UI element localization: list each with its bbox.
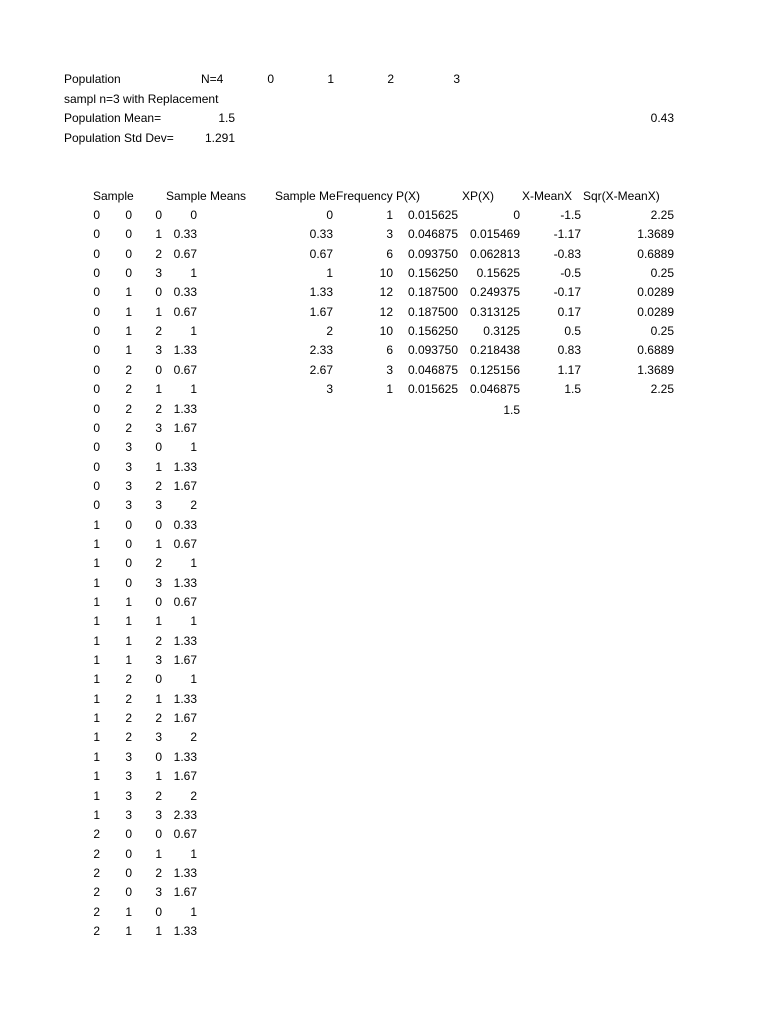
sample-x3: 1 [155, 614, 162, 628]
dist-x-minus-mean: -0.83 [553, 247, 581, 261]
dist-sample-mean: 0.33 [309, 227, 333, 241]
sample-mean: 0.33 [173, 227, 197, 241]
dist-sample-mean: 3 [326, 382, 333, 396]
sample-x3: 2 [155, 634, 162, 648]
sample-x1: 2 [93, 924, 100, 938]
sample-mean: 1 [190, 847, 197, 861]
sample-x2: 0 [125, 847, 132, 861]
sample-x1: 0 [93, 479, 100, 493]
dist-sample-mean: 0 [326, 208, 333, 222]
dist-px: 0.046875 [407, 227, 458, 241]
dist-frequency: 1 [386, 208, 393, 222]
sample-x2: 1 [125, 634, 132, 648]
sample-mean: 1.33 [173, 692, 197, 706]
sample-x3: 0 [155, 750, 162, 764]
sample-mean: 0.33 [173, 285, 197, 299]
sample-mean: 1.33 [173, 750, 197, 764]
sample-x3: 1 [155, 692, 162, 706]
dist-frequency: 6 [386, 247, 393, 261]
dist-xpx: 0.249375 [469, 285, 520, 299]
sample-x1: 2 [93, 847, 100, 861]
sample-x2: 3 [125, 808, 132, 822]
header-sample: Sample [93, 189, 134, 203]
sample-mean: 1.33 [173, 460, 197, 474]
sample-x2: 3 [125, 440, 132, 454]
dist-frequency: 1 [386, 382, 393, 396]
dist-frequency: 3 [386, 363, 393, 377]
dist-sample-mean: 1 [326, 266, 333, 280]
sample-mean: 1 [190, 324, 197, 338]
dist-xpx: 0 [513, 208, 520, 222]
population-size: N=4 [201, 72, 224, 86]
dist-sample-mean: 1.33 [309, 285, 333, 299]
sample-mean: 1 [190, 905, 197, 919]
sample-x1: 1 [93, 808, 100, 822]
sample-x3: 2 [155, 479, 162, 493]
sample-mean: 0.67 [173, 247, 197, 261]
sample-x2: 3 [125, 750, 132, 764]
sample-x1: 0 [93, 421, 100, 435]
sample-mean: 1.33 [173, 576, 197, 590]
sample-x1: 0 [93, 382, 100, 396]
sample-x3: 0 [155, 518, 162, 532]
sample-x3: 1 [155, 924, 162, 938]
sample-mean: 0.33 [173, 518, 197, 532]
sample-mean: 1.67 [173, 479, 197, 493]
dist-px: 0.187500 [407, 305, 458, 319]
sample-mean: 1.33 [173, 402, 197, 416]
sample-x2: 2 [125, 421, 132, 435]
sample-mean: 1.67 [173, 885, 197, 899]
population-value-2: 2 [387, 72, 394, 86]
sample-x3: 1 [155, 382, 162, 396]
dist-px: 0.156250 [407, 266, 458, 280]
sample-x2: 2 [125, 382, 132, 396]
sample-mean: 1.33 [173, 924, 197, 938]
dist-sample-mean: 2.67 [309, 363, 333, 377]
sample-mean: 1.33 [173, 634, 197, 648]
sample-x2: 0 [125, 556, 132, 570]
sample-x1: 0 [93, 305, 100, 319]
sample-mean: 1.67 [173, 653, 197, 667]
sample-mean: 1.67 [173, 711, 197, 725]
dist-xpx: 0.15625 [476, 266, 520, 280]
dist-frequency: 3 [386, 227, 393, 241]
sample-x3: 0 [155, 208, 162, 222]
sample-x2: 3 [125, 769, 132, 783]
sample-x3: 2 [155, 324, 162, 338]
sample-x2: 2 [125, 402, 132, 416]
dist-x-minus-mean: -1.17 [553, 227, 581, 241]
sample-x3: 2 [155, 402, 162, 416]
sample-x3: 3 [155, 421, 162, 435]
dist-sqr: 0.0289 [637, 305, 674, 319]
sample-mean: 0.67 [173, 305, 197, 319]
population-std-label: Population Std Dev= [64, 131, 174, 145]
sample-x2: 2 [125, 672, 132, 686]
sample-x3: 0 [155, 595, 162, 609]
dist-px: 0.015625 [407, 208, 458, 222]
sample-x2: 0 [125, 537, 132, 551]
sample-mean: 1.33 [173, 343, 197, 357]
sample-x1: 1 [93, 595, 100, 609]
sample-x2: 2 [125, 711, 132, 725]
sample-x2: 1 [125, 595, 132, 609]
sample-x3: 2 [155, 556, 162, 570]
sample-x1: 1 [93, 518, 100, 532]
sample-x3: 2 [155, 866, 162, 880]
sample-x1: 2 [93, 827, 100, 841]
sample-x2: 1 [125, 905, 132, 919]
sample-x3: 0 [155, 672, 162, 686]
sample-x2: 0 [125, 518, 132, 532]
dist-sqr: 1.3689 [637, 227, 674, 241]
sample-x1: 0 [93, 227, 100, 241]
population-value-3: 3 [453, 72, 460, 86]
sample-mean: 1.33 [173, 866, 197, 880]
dist-px: 0.156250 [407, 324, 458, 338]
sample-x2: 2 [125, 363, 132, 377]
sample-mean: 1 [190, 440, 197, 454]
sample-x2: 1 [125, 324, 132, 338]
sample-x2: 1 [125, 305, 132, 319]
sample-x3: 0 [155, 827, 162, 841]
sample-mean: 0.67 [173, 827, 197, 841]
header-sqr: Sqr(X-MeanX) [583, 189, 660, 203]
dist-sqr: 1.3689 [637, 363, 674, 377]
sample-mean: 1 [190, 614, 197, 628]
sample-x3: 3 [155, 730, 162, 744]
sample-x2: 0 [125, 247, 132, 261]
sample-x1: 0 [93, 285, 100, 299]
sample-mean: 2.33 [173, 808, 197, 822]
dist-sqr: 0.6889 [637, 343, 674, 357]
sample-x2: 1 [125, 653, 132, 667]
sample-x1: 0 [93, 363, 100, 377]
sample-description: sampl n=3 with Replacement [64, 92, 219, 106]
sample-x1: 0 [93, 440, 100, 454]
dist-x-minus-mean: 0.83 [557, 343, 581, 357]
dist-x-minus-mean: 0.5 [564, 324, 581, 338]
sample-mean: 1.67 [173, 421, 197, 435]
sample-x1: 0 [93, 266, 100, 280]
dist-sqr: 2.25 [650, 208, 674, 222]
sample-mean: 2 [190, 730, 197, 744]
dist-x-minus-mean: -0.5 [560, 266, 581, 280]
dist-frequency: 10 [379, 324, 393, 338]
dist-px: 0.187500 [407, 285, 458, 299]
sample-x2: 2 [125, 692, 132, 706]
dist-frequency: 12 [379, 305, 393, 319]
sample-x3: 3 [155, 653, 162, 667]
dist-px: 0.093750 [407, 247, 458, 261]
sample-mean: 1 [190, 556, 197, 570]
header-sample-me: Sample Me [275, 189, 336, 203]
sample-x3: 2 [155, 789, 162, 803]
sample-x1: 1 [93, 672, 100, 686]
sample-x1: 2 [93, 905, 100, 919]
population-value-1: 1 [327, 72, 334, 86]
sample-x2: 0 [125, 266, 132, 280]
dist-xpx: 0.3125 [483, 324, 520, 338]
sample-x1: 1 [93, 730, 100, 744]
dist-xpx: 0.062813 [469, 247, 520, 261]
sample-x1: 1 [93, 537, 100, 551]
sample-x2: 2 [125, 730, 132, 744]
sample-x1: 1 [93, 692, 100, 706]
sample-mean: 1.67 [173, 769, 197, 783]
dist-sqr: 0.25 [650, 266, 674, 280]
sample-x1: 0 [93, 498, 100, 512]
dist-x-minus-mean: -0.17 [553, 285, 581, 299]
header-px: P(X) [396, 189, 420, 203]
dist-xpx: 0.046875 [469, 382, 520, 396]
population-mean-value: 1.5 [218, 111, 235, 125]
population-label: Population [64, 72, 121, 86]
sample-x1: 2 [93, 885, 100, 899]
dist-x-minus-mean: 1.17 [557, 363, 581, 377]
sample-mean: 0.67 [173, 595, 197, 609]
sample-x2: 1 [125, 924, 132, 938]
sample-x3: 1 [155, 305, 162, 319]
sample-x2: 0 [125, 827, 132, 841]
sample-x1: 1 [93, 789, 100, 803]
sample-x3: 0 [155, 440, 162, 454]
sample-x1: 0 [93, 247, 100, 261]
dist-sample-mean: 1.67 [309, 305, 333, 319]
dist-x-minus-mean: -1.5 [560, 208, 581, 222]
sample-x2: 1 [125, 285, 132, 299]
sample-mean: 0.67 [173, 537, 197, 551]
dist-px: 0.093750 [407, 343, 458, 357]
sample-x3: 3 [155, 576, 162, 590]
sample-mean: 2 [190, 498, 197, 512]
sample-x2: 3 [125, 479, 132, 493]
dist-frequency: 10 [379, 266, 393, 280]
sample-x3: 1 [155, 227, 162, 241]
sample-mean: 1 [190, 266, 197, 280]
sample-x1: 1 [93, 614, 100, 628]
sample-x3: 3 [155, 266, 162, 280]
sample-x1: 0 [93, 460, 100, 474]
sample-mean: 1 [190, 672, 197, 686]
dist-sqr: 2.25 [650, 382, 674, 396]
dist-xpx: 0.218438 [469, 343, 520, 357]
sample-x3: 3 [155, 343, 162, 357]
dist-frequency: 12 [379, 285, 393, 299]
sample-x3: 2 [155, 711, 162, 725]
sample-mean: 0 [190, 208, 197, 222]
sample-x2: 3 [125, 498, 132, 512]
sample-x2: 3 [125, 460, 132, 474]
dist-x-minus-mean: 1.5 [564, 382, 581, 396]
population-value-0: 0 [267, 72, 274, 86]
sample-x3: 1 [155, 769, 162, 783]
sample-x3: 3 [155, 808, 162, 822]
header-frequency: Frequency [336, 189, 393, 203]
header-sample-means: Sample Means [166, 189, 247, 203]
sample-x2: 0 [125, 208, 132, 222]
dist-xpx: 0.015469 [469, 227, 520, 241]
sample-x1: 1 [93, 750, 100, 764]
dist-x-minus-mean: 0.17 [557, 305, 581, 319]
sample-x3: 1 [155, 537, 162, 551]
dist-px: 0.046875 [407, 363, 458, 377]
header-x-minus-mean: X-MeanX [522, 189, 573, 203]
dist-sqr: 0.0289 [637, 285, 674, 299]
sample-x3: 3 [155, 498, 162, 512]
sample-x2: 0 [125, 866, 132, 880]
sample-x2: 0 [125, 576, 132, 590]
sample-x1: 1 [93, 576, 100, 590]
sample-x3: 2 [155, 247, 162, 261]
dist-sqr: 0.6889 [637, 247, 674, 261]
population-mean-label: Population Mean= [64, 111, 162, 125]
sample-x1: 1 [93, 556, 100, 570]
sample-x2: 1 [125, 614, 132, 628]
right-value: 0.43 [650, 111, 674, 125]
dist-sample-mean: 2.33 [309, 343, 333, 357]
sample-x3: 0 [155, 363, 162, 377]
sample-x1: 1 [93, 769, 100, 783]
dist-xpx: 0.313125 [469, 305, 520, 319]
dist-xpx: 0.125156 [469, 363, 520, 377]
dist-px: 0.015625 [407, 382, 458, 396]
sample-x3: 0 [155, 905, 162, 919]
sample-x1: 1 [93, 711, 100, 725]
sample-x2: 1 [125, 343, 132, 357]
sample-x1: 0 [93, 324, 100, 338]
population-std-value: 1.291 [204, 131, 235, 145]
sample-x2: 3 [125, 789, 132, 803]
sample-x3: 1 [155, 460, 162, 474]
sample-mean: 2 [190, 789, 197, 803]
sample-x1: 1 [93, 634, 100, 648]
dist-sample-mean: 0.67 [309, 247, 333, 261]
xpx-total: 1.5 [503, 403, 520, 417]
sample-x1: 0 [93, 208, 100, 222]
sample-x1: 0 [93, 343, 100, 357]
dist-frequency: 6 [386, 343, 393, 357]
sample-x3: 0 [155, 285, 162, 299]
dist-sample-mean: 2 [326, 324, 333, 338]
dist-sqr: 0.25 [650, 324, 674, 338]
sample-x2: 0 [125, 885, 132, 899]
sample-x1: 1 [93, 653, 100, 667]
header-xpx: XP(X) [462, 189, 495, 203]
sample-mean: 0.67 [173, 363, 197, 377]
sample-mean: 1 [190, 382, 197, 396]
sample-x1: 0 [93, 402, 100, 416]
sample-x3: 3 [155, 885, 162, 899]
sample-x3: 1 [155, 847, 162, 861]
sample-x1: 2 [93, 866, 100, 880]
sample-x2: 0 [125, 227, 132, 241]
